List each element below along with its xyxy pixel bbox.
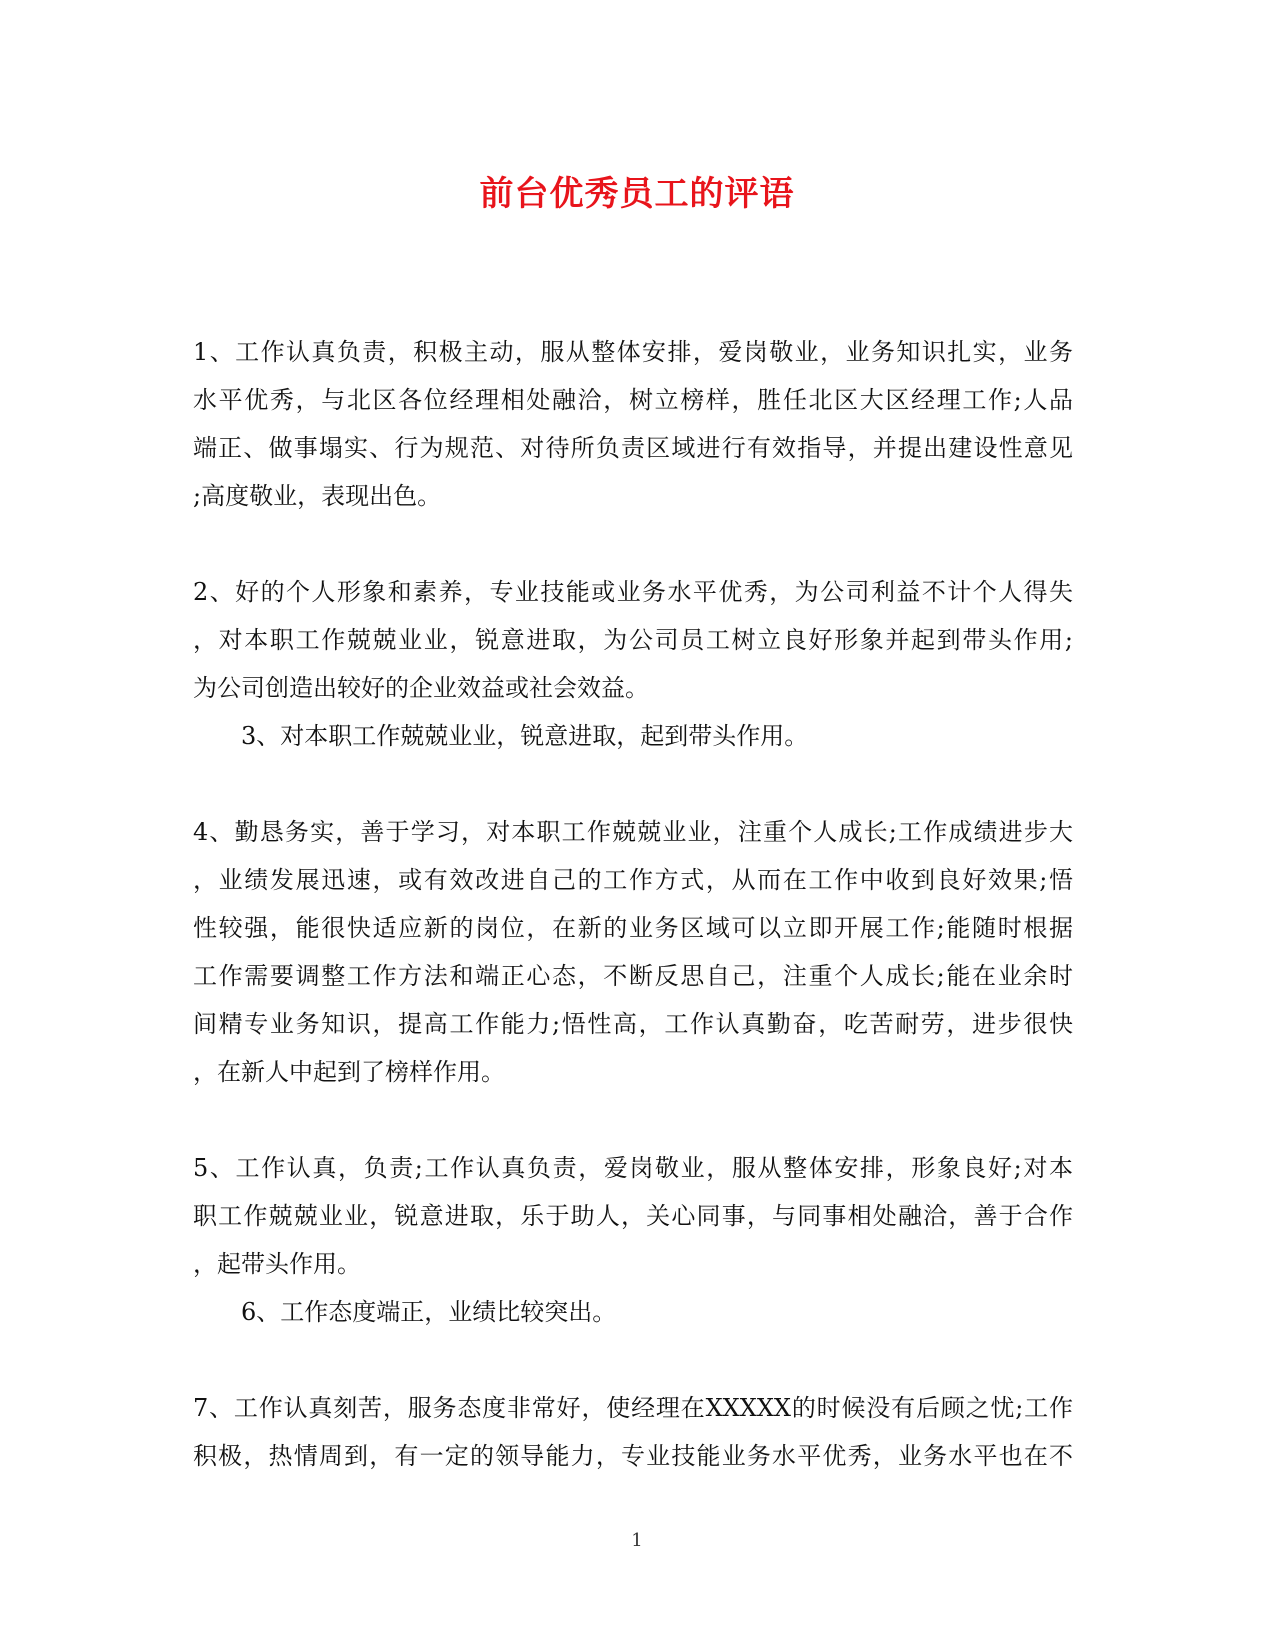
paragraph-1-line-2: 水平优秀，与北区各位经理相处融洽，树立榜样，胜任北区大区经理工作;人品 [193,386,1073,414]
paragraph-5-line-1: 5、工作认真，负责;工作认真负责，爱岗敬业，服从整体安排，形象良好;对本 [193,1154,1073,1182]
paragraph-spacer [193,760,1073,808]
document-title: 前台优秀员工的评语 [479,174,795,214]
paragraph-2-line-2: ，对本职工作兢兢业业，锐意进取，为公司员工树立良好形象并起到带头作用; [193,626,1073,654]
paragraph-4-line-3: 性较强，能很快适应新的岗位，在新的业务区域可以立即开展工作;能随时根据 [193,914,1073,942]
paragraph-4-line-5: 间精专业务知识，提高工作能力;悟性高，工作认真勤奋，吃苦耐劳，进步很快 [193,1010,1073,1038]
paragraph-4-line-2: ，业绩发展迅速，或有效改进自己的工作方式，从而在工作中收到良好效果;悟 [193,866,1073,894]
paragraph-3-line-1: 3、对本职工作兢兢业业，锐意进取，起到带头作用。 [241,722,809,750]
paragraph-2-line-3: 为公司创造出较好的企业效益或社会效益。 [193,674,649,702]
paragraph-7-line-1: 7、工作认真刻苦，服务态度非常好，使经理在XXXXX的时候没有后顾之忧;工作 [193,1394,1073,1422]
paragraph-spacer [193,1096,1073,1144]
paragraph-5-line-3: ，起带头作用。 [193,1250,361,1278]
paragraph-4-line-1: 4、勤恳务实，善于学习，对本职工作兢兢业业，注重个人成长;工作成绩进步大 [193,818,1073,846]
paragraph-4-line-6: ，在新人中起到了榜样作用。 [193,1058,505,1086]
paragraph-6-line-1: 6、工作态度端正，业绩比较突出。 [241,1298,617,1326]
paragraph-4-line-4: 工作需要调整工作方法和端正心态，不断反思自己，注重个人成长;能在业余时 [193,962,1073,990]
page-number: 1 [631,1530,643,1551]
paragraph-2-line-1: 2、好的个人形象和素养，专业技能或业务水平优秀，为公司利益不计个人得失 [193,578,1073,606]
paragraph-7-line-2: 积极，热情周到，有一定的领导能力，专业技能业务水平优秀，业务水平也在不 [193,1442,1073,1470]
paragraph-1-line-4: ;高度敬业，表现出色。 [193,482,442,510]
paragraph-1-line-1: 1、工作认真负责，积极主动，服从整体安排，爱岗敬业，业务知识扎实，业务 [193,338,1073,366]
paragraph-spacer [193,1336,1073,1384]
paragraph-spacer [193,520,1073,568]
paragraph-1-line-3: 端正、做事塌实、行为规范、对待所负责区域进行有效指导，并提出建设性意见 [193,434,1073,462]
document-body [193,328,1073,1480]
paragraph-5-line-2: 职工作兢兢业业，锐意进取，乐于助人，关心同事，与同事相处融洽，善于合作 [193,1202,1073,1230]
